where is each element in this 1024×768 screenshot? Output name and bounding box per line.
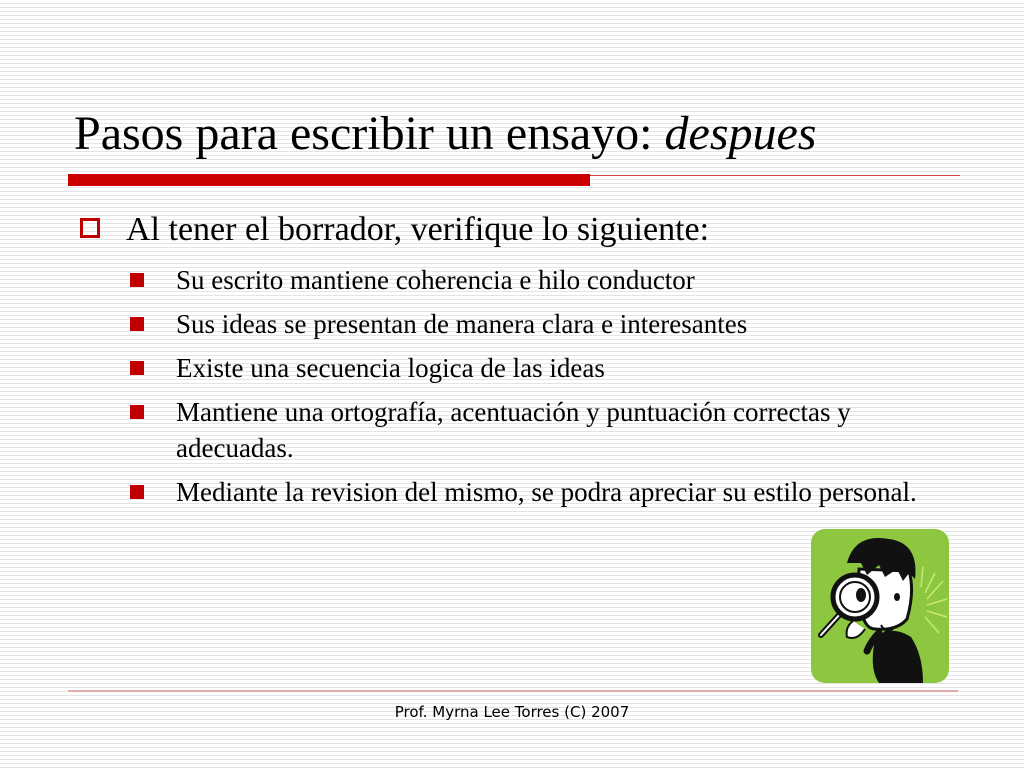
filled-square-icon xyxy=(130,361,144,375)
sub-bullet-item xyxy=(130,262,950,298)
title-main-text: Pasos para escribir un ensayo: xyxy=(74,107,665,160)
filled-square-icon xyxy=(130,317,144,331)
sub-bullet-item xyxy=(130,474,950,510)
sub-bullet-text: Su escrito mantiene coherencia e hilo conductor xyxy=(176,265,695,295)
sub-bullet-text: Existe una secuencia logica de las ideas xyxy=(176,353,605,383)
footer-divider xyxy=(68,690,958,692)
hollow-square-icon xyxy=(80,218,100,238)
title-emphasis-text: despues xyxy=(664,107,817,160)
sub-bullet-text: Sus ideas se presentan de manera clara e interesantes xyxy=(176,309,748,339)
sub-bullet-list xyxy=(130,262,950,518)
sub-bullet-text: Mantiene una ortografía, acentuación y puntuación correctas y adecuadas. xyxy=(176,397,851,463)
slide-title xyxy=(74,104,974,164)
sub-bullet-text: Mediante la revision del mismo, se podra apreciar su estilo personal. xyxy=(176,477,917,507)
sub-bullet-item xyxy=(130,394,950,466)
magnifying-glass-boy-icon xyxy=(811,529,949,683)
footer-credit: Prof. Myrna Lee Torres (C) 2007 xyxy=(394,703,630,721)
sub-bullet-item xyxy=(130,350,950,386)
filled-square-icon xyxy=(130,405,144,419)
sub-bullet-item xyxy=(130,306,950,342)
filled-square-icon xyxy=(130,273,144,287)
title-underline-line xyxy=(590,175,960,176)
title-underline-bar xyxy=(68,174,590,186)
filled-square-icon xyxy=(130,485,144,499)
main-point-text: Al tener el borrador, verifique lo siguiente: xyxy=(126,211,710,248)
